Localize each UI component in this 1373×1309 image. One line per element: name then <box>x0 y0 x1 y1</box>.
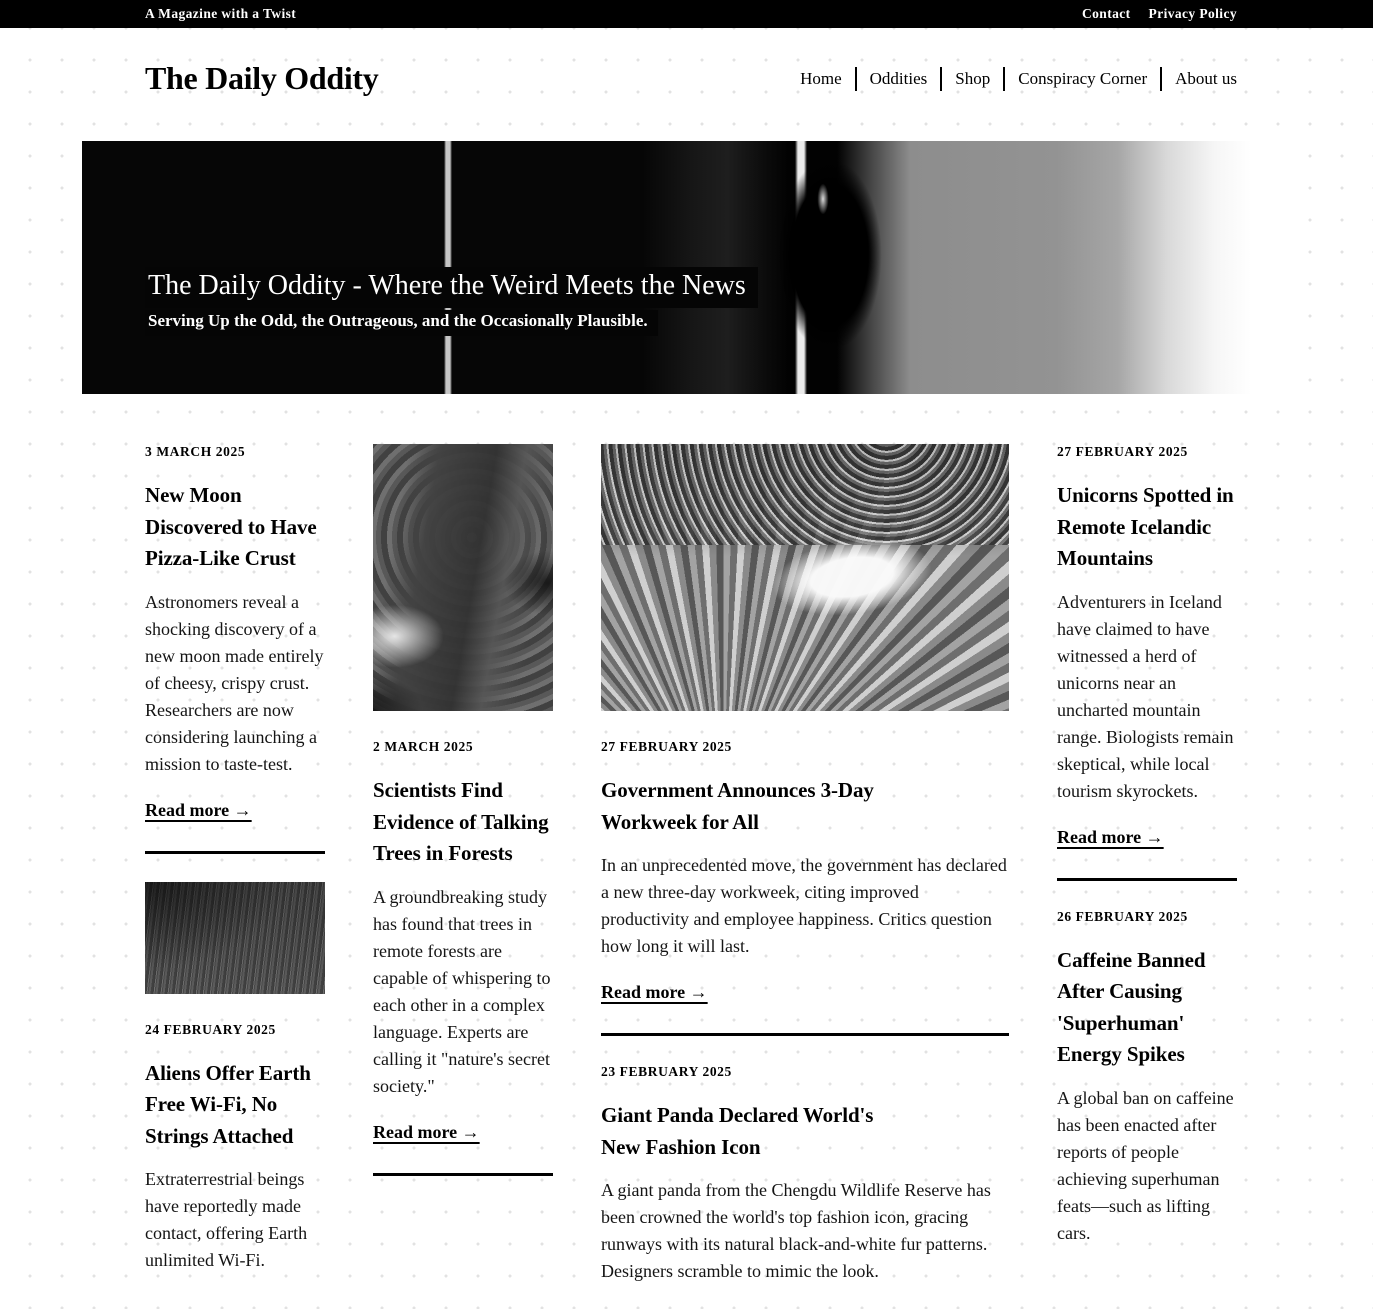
article-excerpt: Astronomers reveal a shocking discovery of a new moon made entirely of cheesy, crispy crust. Researchers are now considering launching a mission to taste-test. <box>145 591 324 774</box>
article-title[interactable]: Scientists Find Evidence of Talking Trees in Forests <box>373 778 549 865</box>
article-new-moon <box>145 444 325 854</box>
article-excerpt: In an unprecedented move, the government has declared a new three-day workweek, citing improved productivity and employee happiness. Critics question how long it will last. <box>601 855 1007 956</box>
hero-caption <box>145 267 758 336</box>
article-date: 24 FEBRUARY 2025 <box>145 1021 276 1037</box>
main-nav <box>800 67 1237 91</box>
article-date: 27 FEBRUARY 2025 <box>1057 444 1188 459</box>
read-more-link[interactable]: Read more → <box>373 1121 480 1142</box>
article-excerpt: Adventurers in Iceland have claimed to have witnessed a herd of unicorns near an uncharted mountain range. Biologists remain skeptical, while local tourism skyrockets. <box>1057 591 1234 801</box>
nav-item-oddities[interactable]: Oddities <box>855 67 941 91</box>
nav-item-about-us[interactable]: About us <box>1160 67 1237 91</box>
hero-title: The Daily Oddity - Where the Weird Meets the News <box>145 267 758 309</box>
top-bar <box>0 0 1373 28</box>
hero-subtitle: Serving Up the Odd, the Outrageous, and the Occasionally Plausible. <box>145 310 758 336</box>
article-date: 26 FEBRUARY 2025 <box>1057 908 1188 924</box>
article-thumbnail-gnarled-tree-photo[interactable] <box>373 444 553 711</box>
contact-link[interactable]: Contact <box>1082 6 1131 21</box>
article-talking-trees <box>373 444 553 1176</box>
article-date: 23 FEBRUARY 2025 <box>601 1064 732 1079</box>
article-aliens-wifi <box>145 882 325 1275</box>
article-panda-fashion-icon <box>601 1064 1009 1285</box>
site-tagline: A Magazine with a Twist <box>145 6 297 21</box>
article-3-day-workweek <box>601 444 1009 1036</box>
article-divider <box>1057 878 1237 881</box>
article-caffeine-ban <box>1057 909 1237 1247</box>
article-column-4 <box>1057 444 1237 1307</box>
article-title[interactable]: Aliens Offer Earth Free Wi-Fi, No Strings Attached <box>145 1060 311 1148</box>
nav-item-conspiracy-corner[interactable]: Conspiracy Corner <box>1003 67 1160 91</box>
topbar-links <box>1082 6 1237 22</box>
article-divider <box>373 1173 553 1176</box>
article-excerpt: Extraterrestrial beings have reportedly made contact, offering Earth unlimited Wi-Fi. <box>145 1169 308 1270</box>
article-divider <box>145 851 325 854</box>
article-unicorns-iceland <box>1057 444 1237 881</box>
nav-item-home[interactable]: Home <box>800 68 842 88</box>
privacy-policy-link[interactable]: Privacy Policy <box>1148 6 1237 21</box>
article-title[interactable]: Unicorns Spotted in Remote Icelandic Mountains <box>1057 483 1234 570</box>
article-title[interactable]: Giant Panda Declared World's New Fashion Icon <box>601 1103 874 1159</box>
article-excerpt: A groundbreaking study has found that trees in remote forests are capable of whispering to each other in a complex language. Experts are calling it "nature's secret society." <box>373 886 551 1096</box>
site-title[interactable]: The Daily Oddity <box>145 60 379 96</box>
article-excerpt: A global ban on caffeine has been enacted after reports of people achieving superhuman feats—such as lifting cars. <box>1057 1087 1234 1243</box>
article-title[interactable]: Government Announces 3-Day Workweek for All <box>601 778 874 834</box>
article-column-3 <box>601 444 1009 1307</box>
article-title[interactable]: New Moon Discovered to Have Pizza-Like Crust <box>145 483 317 570</box>
article-date: 2 MARCH 2025 <box>373 739 474 754</box>
read-more-link[interactable]: Read more → <box>145 799 252 820</box>
article-divider <box>601 1033 1009 1036</box>
masthead <box>145 60 1237 97</box>
article-thumbnail-cat-on-bamboo-photo[interactable] <box>601 444 1009 711</box>
article-excerpt: A giant panda from the Chengdu Wildlife Reserve has been crowned the world's top fashion icon, gracing runways with its natural black-and-white fur patterns. Designers scramble to mimic the look. <box>601 1180 991 1281</box>
article-column-1 <box>145 444 325 1307</box>
article-thumbnail-fur-texture-photo[interactable] <box>145 882 325 994</box>
article-title[interactable]: Caffeine Banned After Causing 'Superhuman' Energy Spikes <box>1057 947 1206 1066</box>
article-date: 27 FEBRUARY 2025 <box>601 739 732 754</box>
article-date: 3 MARCH 2025 <box>145 444 246 459</box>
article-grid <box>145 444 1237 1307</box>
read-more-link[interactable]: Read more → <box>601 982 708 1002</box>
nav-item-shop[interactable]: Shop <box>940 67 1003 91</box>
article-column-2 <box>373 444 553 1307</box>
hero-banner-dog-eye-photo <box>82 141 1300 394</box>
read-more-link[interactable]: Read more → <box>1057 826 1164 847</box>
